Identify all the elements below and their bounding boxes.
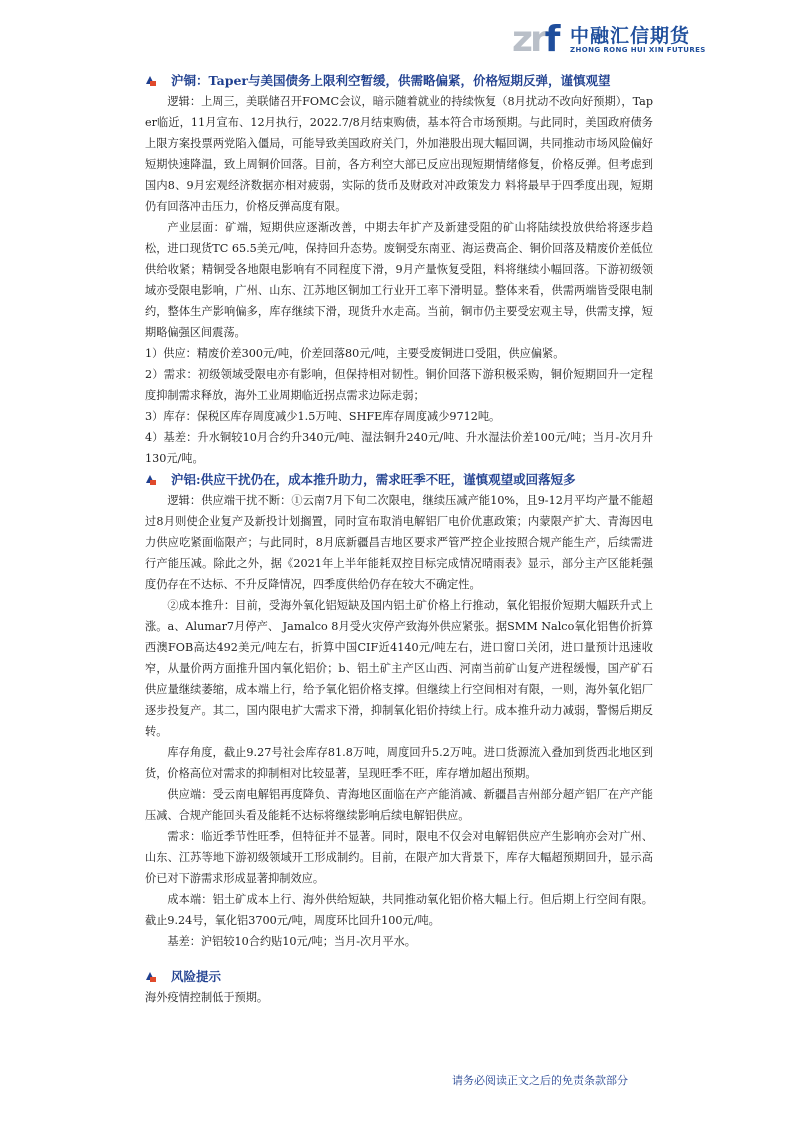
aluminum-basis-paragraph: 基差：沪铝较10合约贴10元/吨；当月-次月平水。 <box>167 935 416 948</box>
aluminum-logic-paragraph: 逻辑：供应端干扰不断：①云南7月下旬二次限电，继续压减产能10%，且9-12月平均产量不能超过8月则使企业复产及新投计划搁置，同时宣布取消电解铝厂电价优惠政策；内蒙限产扩大、青海因电力供应吃紧面临限产；与此同时，8月底新疆昌吉地区要求严管严控企业按照合规产能生产，后续需进行产能压减。除此之外，据《2021年上半年能耗双控目标完成情况晴雨表》显示，部分主产区能耗强度仍存在不达标、不升反降情况，四季度供给仍存在较大不确定性。 <box>145 494 653 591</box>
copper-section-heading <box>145 70 653 91</box>
disclaimer-footer: 请务必阅读正文之后的免责条款部分 <box>452 1074 628 1087</box>
copper-inventory-item: 3）库存：保税区库存周度减少1.5万吨、SHFE库存周度减少9712吨。 <box>145 410 501 423</box>
aluminum-cost-end-paragraph: 成本端：铝土矿成本上行、海外供给短缺，共同推动氧化铝价格大幅上行。但后期上行空间有限。截止9.24号，氧化铝3700元/吨，周度环比回升100元/吨。 <box>145 893 653 927</box>
copper-demand-item: 2）需求：初级领域受限电亦有影响，但保持相对韧性。铜价回落下游积极采购，铜价短期回升一定程度抑制需求释放，海外工业周期临近拐点需求边际走弱； <box>145 368 653 402</box>
aluminum-demand-paragraph: 需求：临近季节性旺季，但特征并不显著。同时，限电不仅会对电解铝供应产生影响亦会对广州、山东、江苏等地下游初级领域开工形成制约。目前，在限产加大背景下，库存大幅超预期回升，显示高价已对下游需求形成显著抑制效应。 <box>145 830 653 885</box>
section-bullet-icon <box>145 971 157 983</box>
copper-section-title: 沪铜：Taper与美国债务上限利空暂缓，供需略偏紧，价格短期反弹，谨慎观望 <box>171 73 611 88</box>
copper-basis-item: 4）基差：升水铜较10月合约升340元/吨、湿法铜升240元/吨、升水湿法价差100元/吨；当月-次月升130元/吨。 <box>145 431 653 465</box>
aluminum-inventory-paragraph: 库存角度，截止9.27号社会库存81.8万吨，周度回升5.2万吨。进口货源流入叠加到货西北地区到货，价格高位对需求的抑制相对比较显著，呈现旺季不旺，库存增加超出预期。 <box>145 746 653 780</box>
copper-industry-paragraph: 产业层面：矿端，短期供应逐渐改善，中期去年扩产及新建受阻的矿山将陆续投放供给将逐步趋松，进口现货TC 65.5美元/吨，保持回升态势。废铜受东南亚、海运费高企、铜价回落及精废价差低位供给收紧；精铜受各地限电影响有不同程度下滑，9月产量恢复受阻，料将继续小幅回落。下游初级领域亦受限电影响，广州、山东、江苏地区铜加工行业开工率下滑明显。整体来看，供需两端皆受限电制约，整体生产影响偏多，库存继续下滑，现货升水走高。当前，铜市仍主要受宏观主导，供需支撑，短期略偏强区间震荡。 <box>145 221 653 339</box>
company-logo <box>512 18 706 60</box>
report-body <box>145 70 653 1008</box>
logo-chinese-name: 中融汇信期货 <box>570 25 691 47</box>
aluminum-section-title: 沪铝:供应干扰仍在，成本推升助力，需求旺季不旺，谨慎观望或回落短多 <box>171 472 576 487</box>
logo-mark-icon: zrf <box>512 19 558 60</box>
copper-logic-paragraph: 逻辑：上周三，美联储召开FOMC会议，暗示随着就业的持续恢复（8月扰动不改向好预期），Taper临近，11月宣布、12月执行，2022.7/8月结束购债，基本符合市场预期。与此同时，美国政府债务上限方案投票两党陷入僵局，可能导致美国政府关门，外加港股出现大幅回调，共同推动市场风险偏好短期快速降温，致上周铜价回落。目前，各方利空大部已反应出现短期情绪修复，价格反弹。但考虑到国内8、9月宏观经济数据亦相对疲弱，实际的货币及财政对冲政策发力 料将最早于四季度出现，短期仍有回落冲击压力，价格反弹高度有限。 <box>145 95 653 213</box>
copper-supply-item: 1）供应：精废价差300元/吨，价差回落80元/吨，主要受废铜进口受阻，供应偏紧。 <box>145 347 565 360</box>
risk-section-heading <box>145 966 653 987</box>
aluminum-section-heading <box>145 469 653 490</box>
section-bullet-icon <box>145 75 157 87</box>
section-bullet-icon <box>145 474 157 486</box>
aluminum-supply-paragraph: 供应端：受云南电解铝再度降负、青海地区面临在产产能消减、新疆昌吉州部分超产铝厂在产产能压减、合规产能回头看及能耗不达标将继续影响后续电解铝供应。 <box>145 788 653 822</box>
risk-section-title: 风险提示 <box>171 969 222 984</box>
aluminum-cost-paragraph: ②成本推升：目前，受海外氧化铝短缺及国内铝土矿价格上行推动，氧化铝报价短期大幅跃升式上涨。a、Alumar7月停产、 Jamalco 8月受火灾停产致海外供应紧张。据SMM Nalco氧化铝售价折算西澳FOB高达492美元/吨左右，折算中国CIF近4140元/吨左右，进口窗口关闭，进口量预计迅速收窄，从量价两方面推升国内氧化铝价；b、铝土矿主产区山西、河南当前矿山复产进程缓慢，国产矿石供应量继续萎缩，成本端上行，给予氧化铝价格支撑。但继续上行空间相对有限，一则，海外氧化铝厂逐步投复产。其二，国内限电扩大需求下滑，抑制氧化铝价持续上行。成本推升动力减弱，警惕后期反转。 <box>145 599 653 738</box>
logo-english-name: ZHONG RONG HUI XIN FUTURES <box>570 46 706 54</box>
risk-text: 海外疫情控制低于预期。 <box>145 991 269 1004</box>
